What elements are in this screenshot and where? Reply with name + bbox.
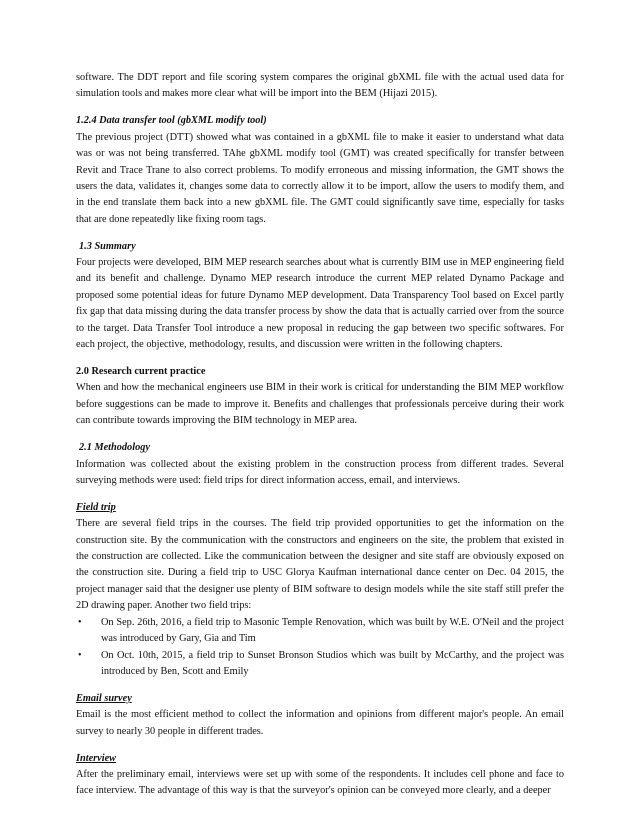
list-item: [76, 648, 564, 681]
field-trip-paragraph: There are several field trips in the courses. The field trip provided opportunities to get the information on the construction site. By the communication with the constructors and engineers on the site, the problem that existed in the construction are collected. Like the communication between the designer and site staff are obviously exposed on the construction site. During a field trip to USC Glorya Kaufman international dance center on Dec. 04 2015, the project manager said that the designer use plenty of BIM software to design models while the site staff still prefer the 2D drawing paper. Another two field trips:: [76, 518, 564, 612]
list-item: [76, 615, 564, 648]
bullet-icon: •: [78, 616, 82, 628]
field-trip-heading: Field trip: [76, 501, 116, 513]
section-1-3-paragraph: Four projects were developed, BIM MEP research searches about what is currently BIM use in MEP engineering field and its benefit and challenge. Dynamo MEP research introduce the current MEP related Dynamo Package and proposed some potential ideas for future Dynamo MEP development. Data Transparency Tool based on Excel partly fix gap that data missing during the data transfer process by show the data that is actually carried over from the source to the target. Data Transfer Tool introduce a new proposal in reducing the gap between two specific softwares. For each project, the objective, methodology, results, and discussion were written in the following chapters.: [76, 257, 564, 351]
email-survey-paragraph: Email is the most efficient method to collect the information and opinions from different major's people. An email survey to nearly 30 people in different trades.: [76, 709, 564, 737]
bullet-icon: •: [78, 649, 82, 661]
intro-paragraph: software. The DDT report and file scoring system compares the original gbXML file with the actual used data for simulation tools and makes more clear what will be import into the BEM (Hijazi 2015).: [76, 72, 564, 100]
list-item-text: On Sep. 26th, 2016, a field trip to Masonic Temple Renovation, which was built by W.E. O'Neil and the project was introduced by Gary, Gia and Tim: [101, 616, 564, 645]
interview-paragraph: After the preliminary email, interviews were set up with some of the respondents. It includes cell phone and face to face interview. The advantage of this way is that the surveyor's opinion can be conveyed more clearly, and a deeper: [76, 768, 564, 797]
document-page: [76, 70, 564, 800]
interview-heading: Interview: [76, 752, 117, 764]
section-2-1-paragraph: Information was collected about the existing problem in the construction process from different trades. Several surveying methods were used: field trips for direct information access, email, and interviews.: [76, 458, 564, 486]
email-survey-heading: Email survey: [76, 692, 132, 704]
section-1-2-4-paragraph: The previous project (DTT) showed what was contained in a gbXML file to make it easier to understand what data was or was not being transferred. TAhe gbXML modify tool (GMT) was created specifically for transfer between Revit and Trace Trane to also correct problems. To modify erroneous and missing information, the GMT shows the users the data, validates it, changes some data to correctly allow it to be import, allow the users to modify them, and in the end translate them back into a new gbXML file. The GMT could significantly save time, especially for tasks that are done repeatedly like fixing room tags.: [76, 131, 564, 225]
list-item-text: On Oct. 10th, 2015, a field trip to Sunset Bronson Studios which was built by McCarthy, and the project was introduced by Ben, Scott and Emily: [101, 649, 564, 677]
section-2-0-paragraph: When and how the mechanical engineers use BIM in their work is critical for understanding the BIM MEP workflow before suggestions can be made to improve it. Benefits and challenges that professionals perceive during their work can contribute towards improving the BIM technology in MEP area.: [76, 382, 564, 427]
section-heading-2-1: 2.1 Methodology: [79, 442, 150, 454]
field-trip-list: [76, 615, 564, 681]
section-heading-2-0: 2.0 Research current practice: [76, 366, 206, 377]
section-heading-1-2-4: 1.2.4 Data transfer tool (gbXML modify tool): [76, 115, 267, 127]
section-heading-1-3: 1.3 Summary: [79, 240, 136, 252]
